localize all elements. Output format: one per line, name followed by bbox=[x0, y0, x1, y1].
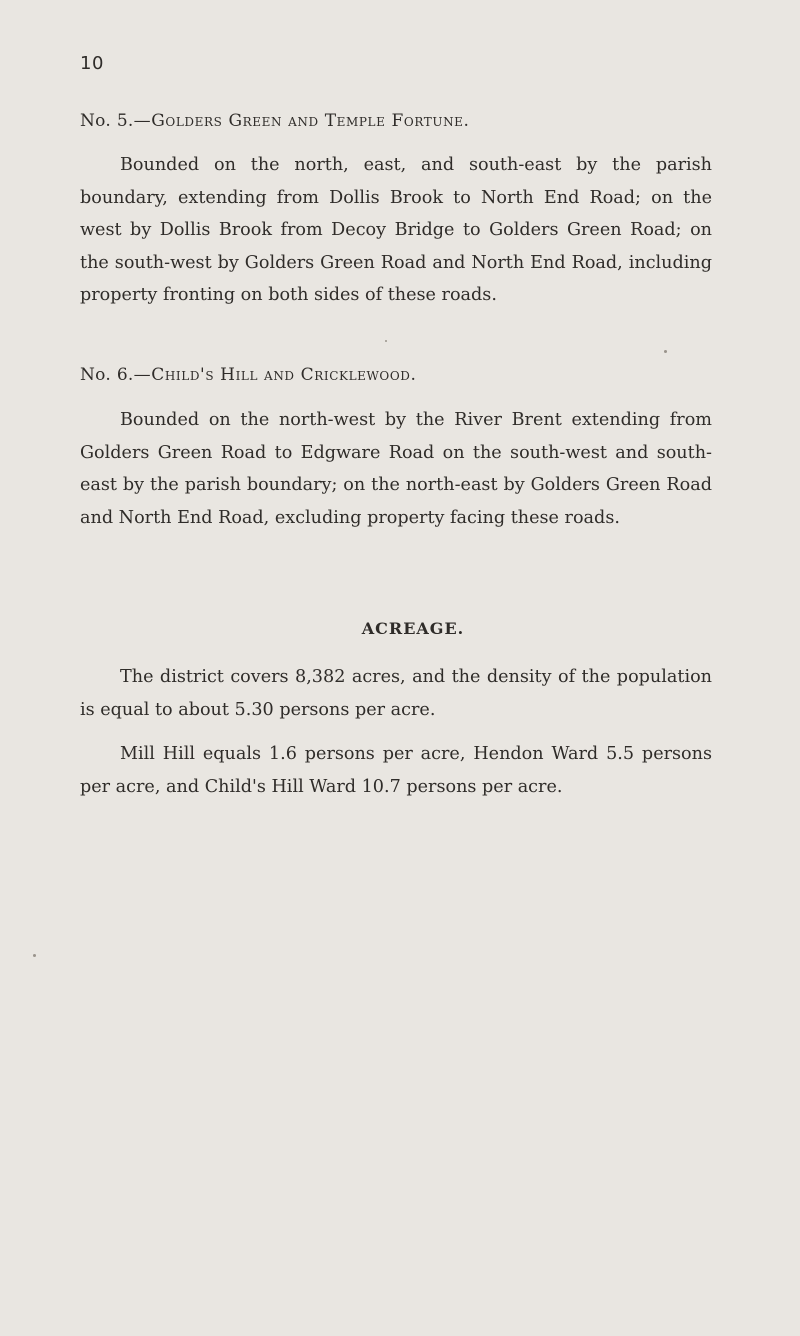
acreage-paragraph: Mill Hill equals 1.6 persons per acre, Hendon Ward 5.5 persons per acre, and Child's Hill Ward 10.7 persons per acre. bbox=[80, 744, 712, 797]
section-heading bbox=[80, 108, 712, 134]
section-number: No. 5. bbox=[80, 111, 134, 131]
section-number: No. 6. bbox=[80, 365, 134, 385]
paper-speck bbox=[33, 954, 36, 957]
section-body: Bounded on the north, east, and south-east by the parish boundary, extending from Dollis Brook to North End Road; on the west by Dollis Brook from Decoy Bridge to Golders Green Road; on the south-west by Golders Green Road and North End Road, including property fronting on both sides of these roads. bbox=[80, 155, 712, 305]
section-title: —Child's Hill and Cricklewood. bbox=[133, 365, 417, 385]
section-title: —Golders Green and Temple Fortune. bbox=[133, 111, 470, 131]
section-no-6 bbox=[80, 362, 712, 534]
paper-speck bbox=[664, 350, 667, 353]
paper-speck bbox=[385, 340, 387, 342]
acreage-section bbox=[80, 661, 712, 803]
acreage-paragraph: The district covers 8,382 acres, and the density of the population is equal to about 5.30 persons per acre. bbox=[80, 667, 712, 720]
section-heading bbox=[80, 362, 712, 388]
acreage-heading: ACREAGE. bbox=[361, 619, 465, 638]
section-body: Bounded on the north-west by the River Brent extending from Golders Green Road to Edgware Road on the south-west and south-east by the parish boundary; on the north-east by Golders Green Road and North End Road, excluding property facing these roads. bbox=[80, 410, 712, 528]
section-no-5 bbox=[80, 108, 712, 312]
page-number: 10 bbox=[80, 53, 104, 74]
